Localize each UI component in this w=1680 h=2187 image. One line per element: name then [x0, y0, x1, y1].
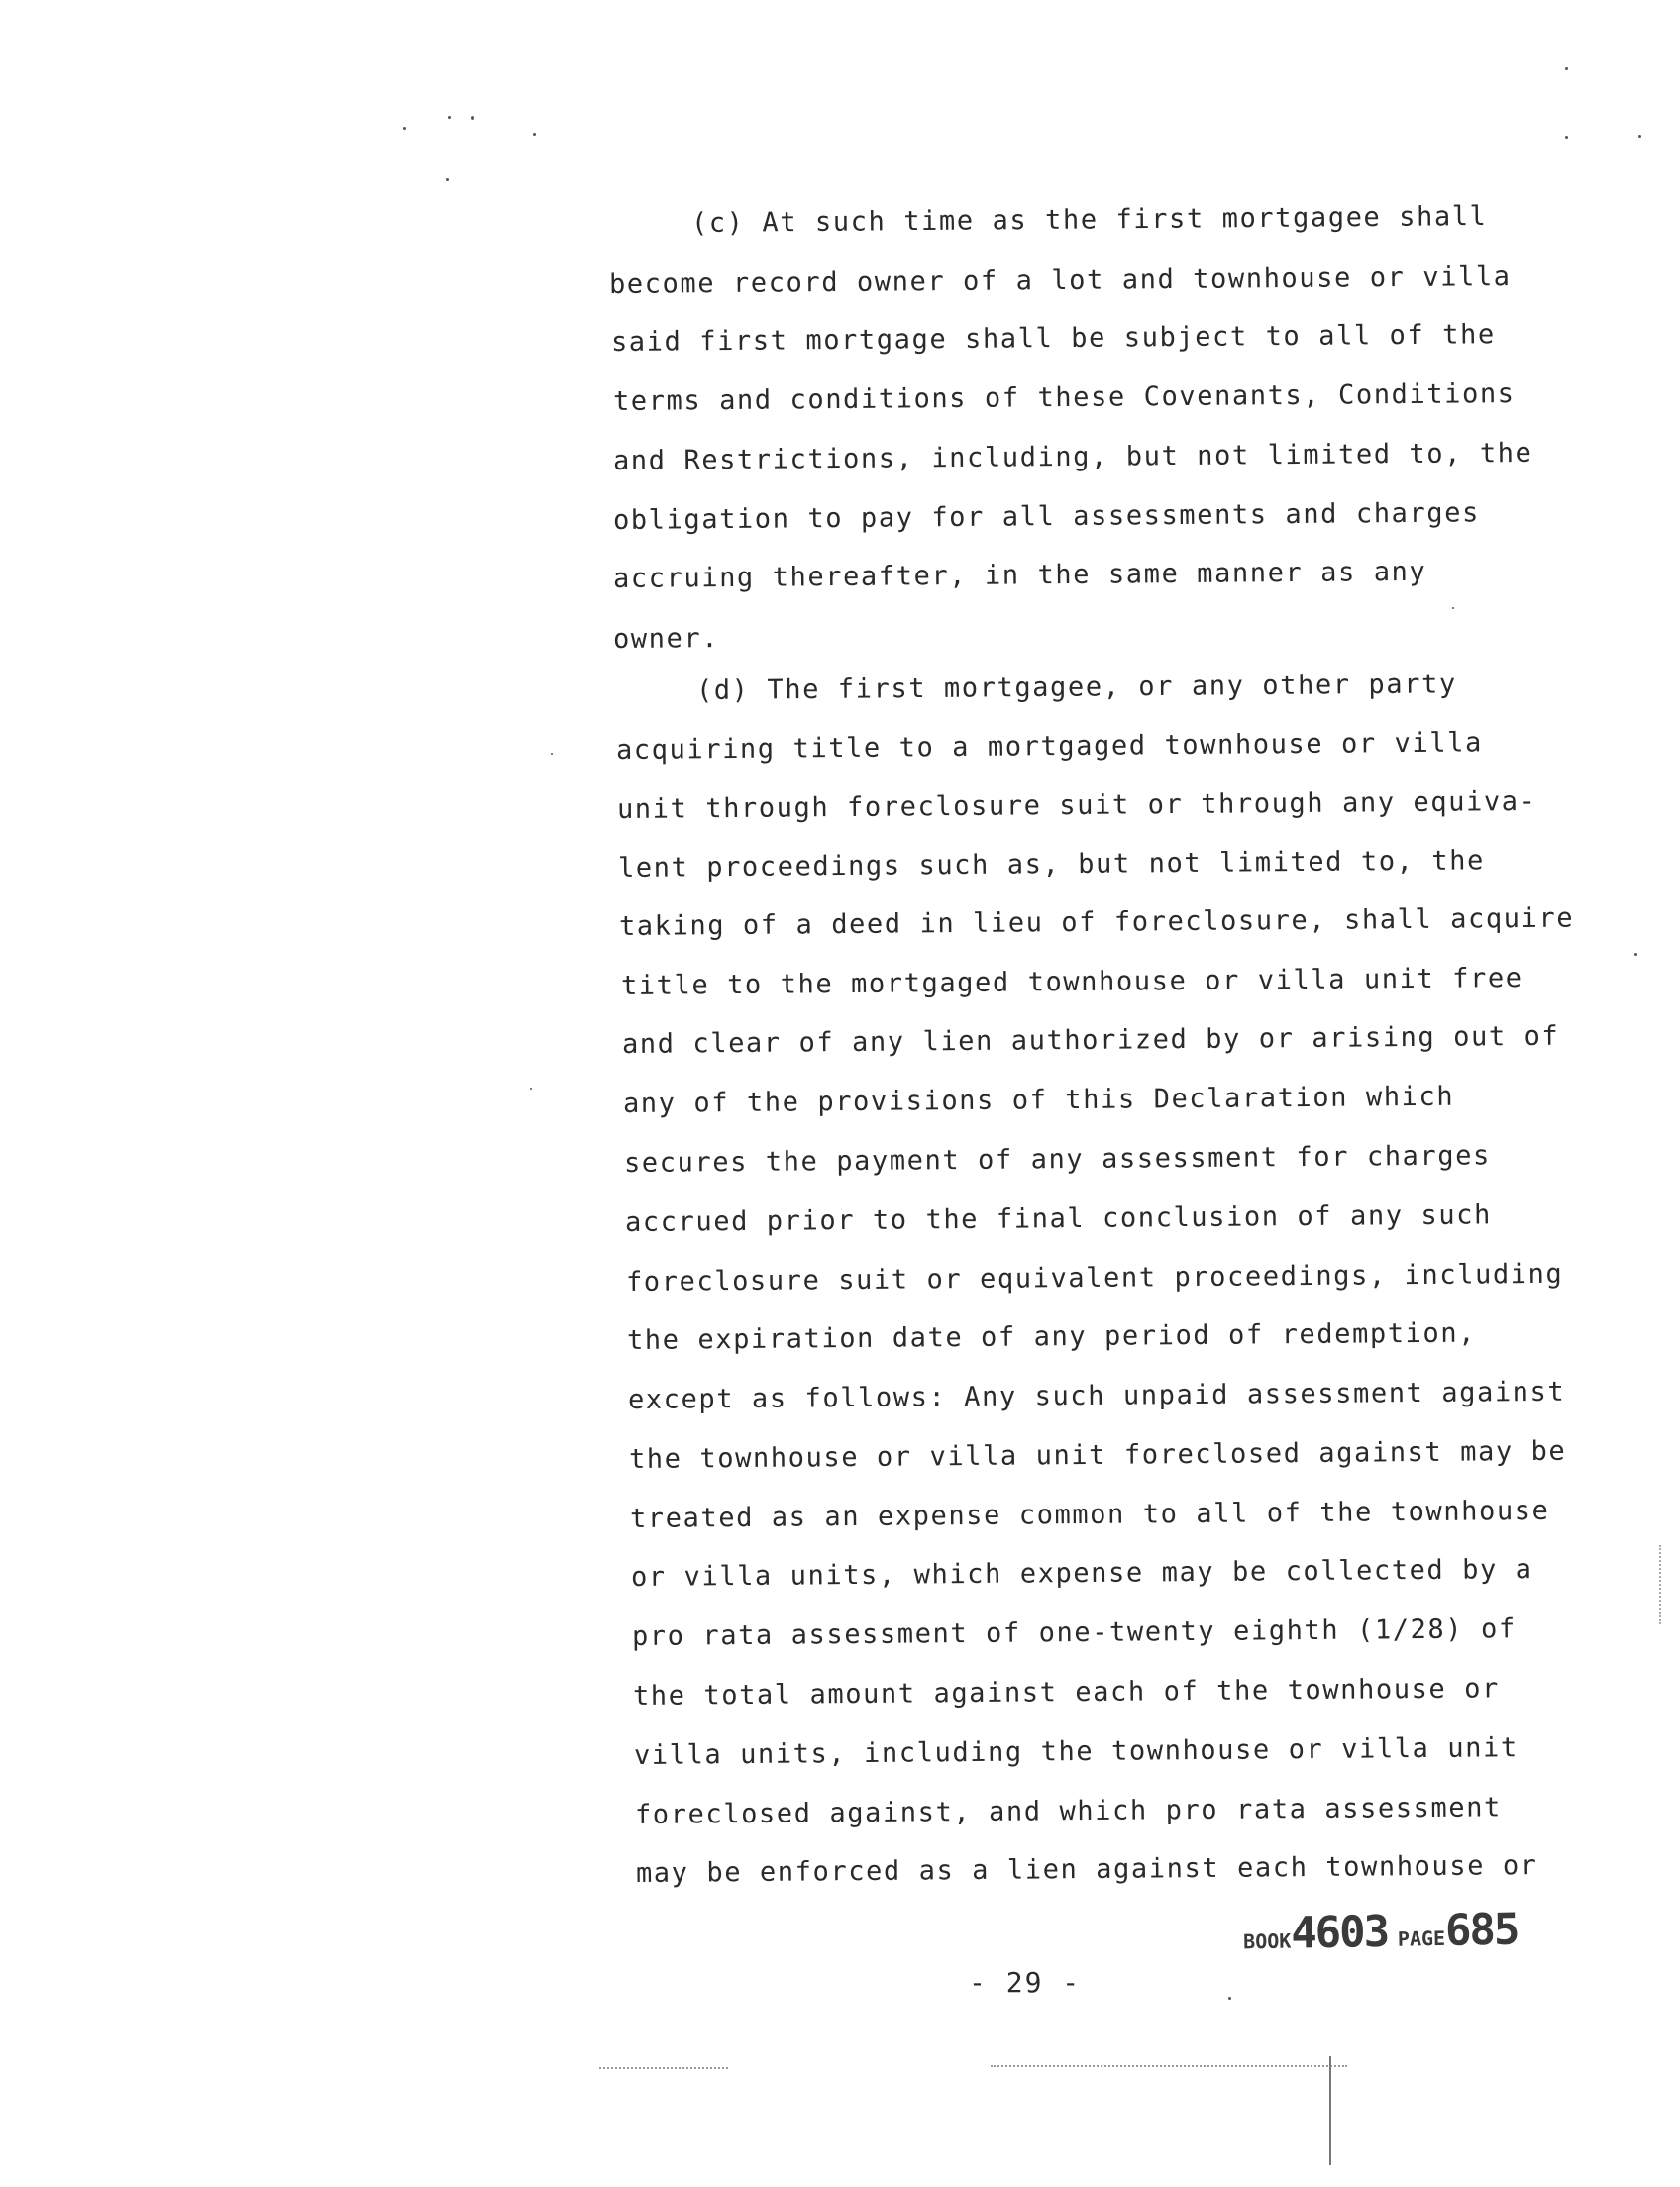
text-line: unit through foreclosure suit or through any equiva- — [616, 785, 1537, 825]
scan-speck — [446, 178, 449, 181]
text-line: the townhouse or villa unit foreclosed against may be — [628, 1435, 1567, 1475]
scan-speck — [1452, 607, 1454, 609]
text-line: and Restrictions, including, but not limited to, the — [612, 437, 1533, 476]
text-line: owner. — [612, 623, 720, 655]
text-line: accruing thereafter, in the same manner as any — [612, 556, 1427, 594]
text-line: any of the provisions of this Declaration which — [622, 1081, 1455, 1119]
scan-rule — [1329, 2056, 1331, 2165]
text-line: foreclosure suit or equivalent proceedings, including — [625, 1258, 1564, 1298]
text-line: obligation to pay for all assessments and charges — [612, 497, 1481, 536]
scan-dots — [599, 2067, 728, 2069]
text-line: treated as an expense common to all of the townhouse — [629, 1495, 1550, 1534]
text-line: taking of a deed in lieu of foreclosure, shall acquire — [618, 902, 1575, 942]
text-line: terms and conditions of these Covenants, Conditions — [612, 378, 1516, 417]
text-line: the expiration date of any period of redemption, — [626, 1317, 1477, 1356]
text-line: the total amount against each of the townhouse or — [632, 1673, 1501, 1712]
scan-speck — [1638, 135, 1641, 138]
scan-speck — [471, 116, 474, 120]
text-line: (d) The first mortgagee, or any other party — [695, 669, 1457, 706]
text-line: except as follows: Any such unpaid assessment against — [627, 1376, 1566, 1415]
text-line: become record owner of a lot and townhouse or villa — [608, 261, 1512, 300]
scan-speck — [533, 133, 536, 136]
text-line: accrued prior to the final conclusion of any such — [624, 1199, 1493, 1238]
text-line: title to the mortgaged townhouse or villa unit free — [620, 963, 1523, 1001]
text-line: or villa units, which expense may be collected by a — [630, 1554, 1533, 1593]
book-label: BOOK — [1242, 1928, 1292, 1954]
scan-dots — [1659, 1545, 1661, 1624]
text-line: foreclosed against, and which pro rata assessment — [634, 1792, 1503, 1830]
text-line: said first mortgage shall be subject to all of the — [610, 319, 1496, 358]
scan-dots — [991, 2065, 1347, 2067]
text-line: secures the payment of any assessment for charges — [623, 1140, 1492, 1179]
text-line: pro rata assessment of one-twenty eighth (1/28) of — [631, 1614, 1517, 1652]
scan-speck — [530, 1088, 532, 1090]
scan-speck — [551, 753, 553, 755]
text-line: (c) At such time as the first mortgagee shall — [690, 200, 1488, 239]
text-line: lent proceedings such as, but not limited to, the — [617, 845, 1486, 884]
scan-speck — [403, 127, 406, 130]
book-page-stamp — [1243, 1905, 1519, 1960]
page-label: PAGE — [1397, 1926, 1446, 1951]
scan-speck — [1634, 953, 1637, 956]
scan-speck — [1565, 67, 1568, 70]
scan-speck — [448, 116, 451, 119]
text-line: and clear of any lien authorized by or arising out of — [621, 1020, 1560, 1060]
page-number: - 29 - — [969, 1966, 1082, 1999]
text-line: acquiring title to a mortgaged townhouse or villa — [615, 727, 1484, 766]
stamp-page-number: 685 — [1444, 1904, 1519, 1956]
scan-speck — [1565, 136, 1568, 139]
scan-speck — [1228, 1997, 1231, 2000]
text-line: villa units, including the townhouse or villa unit — [633, 1732, 1519, 1771]
text-line: may be enforced as a lien against each townhouse or — [635, 1850, 1538, 1889]
book-number: 4603 — [1290, 1906, 1389, 1959]
